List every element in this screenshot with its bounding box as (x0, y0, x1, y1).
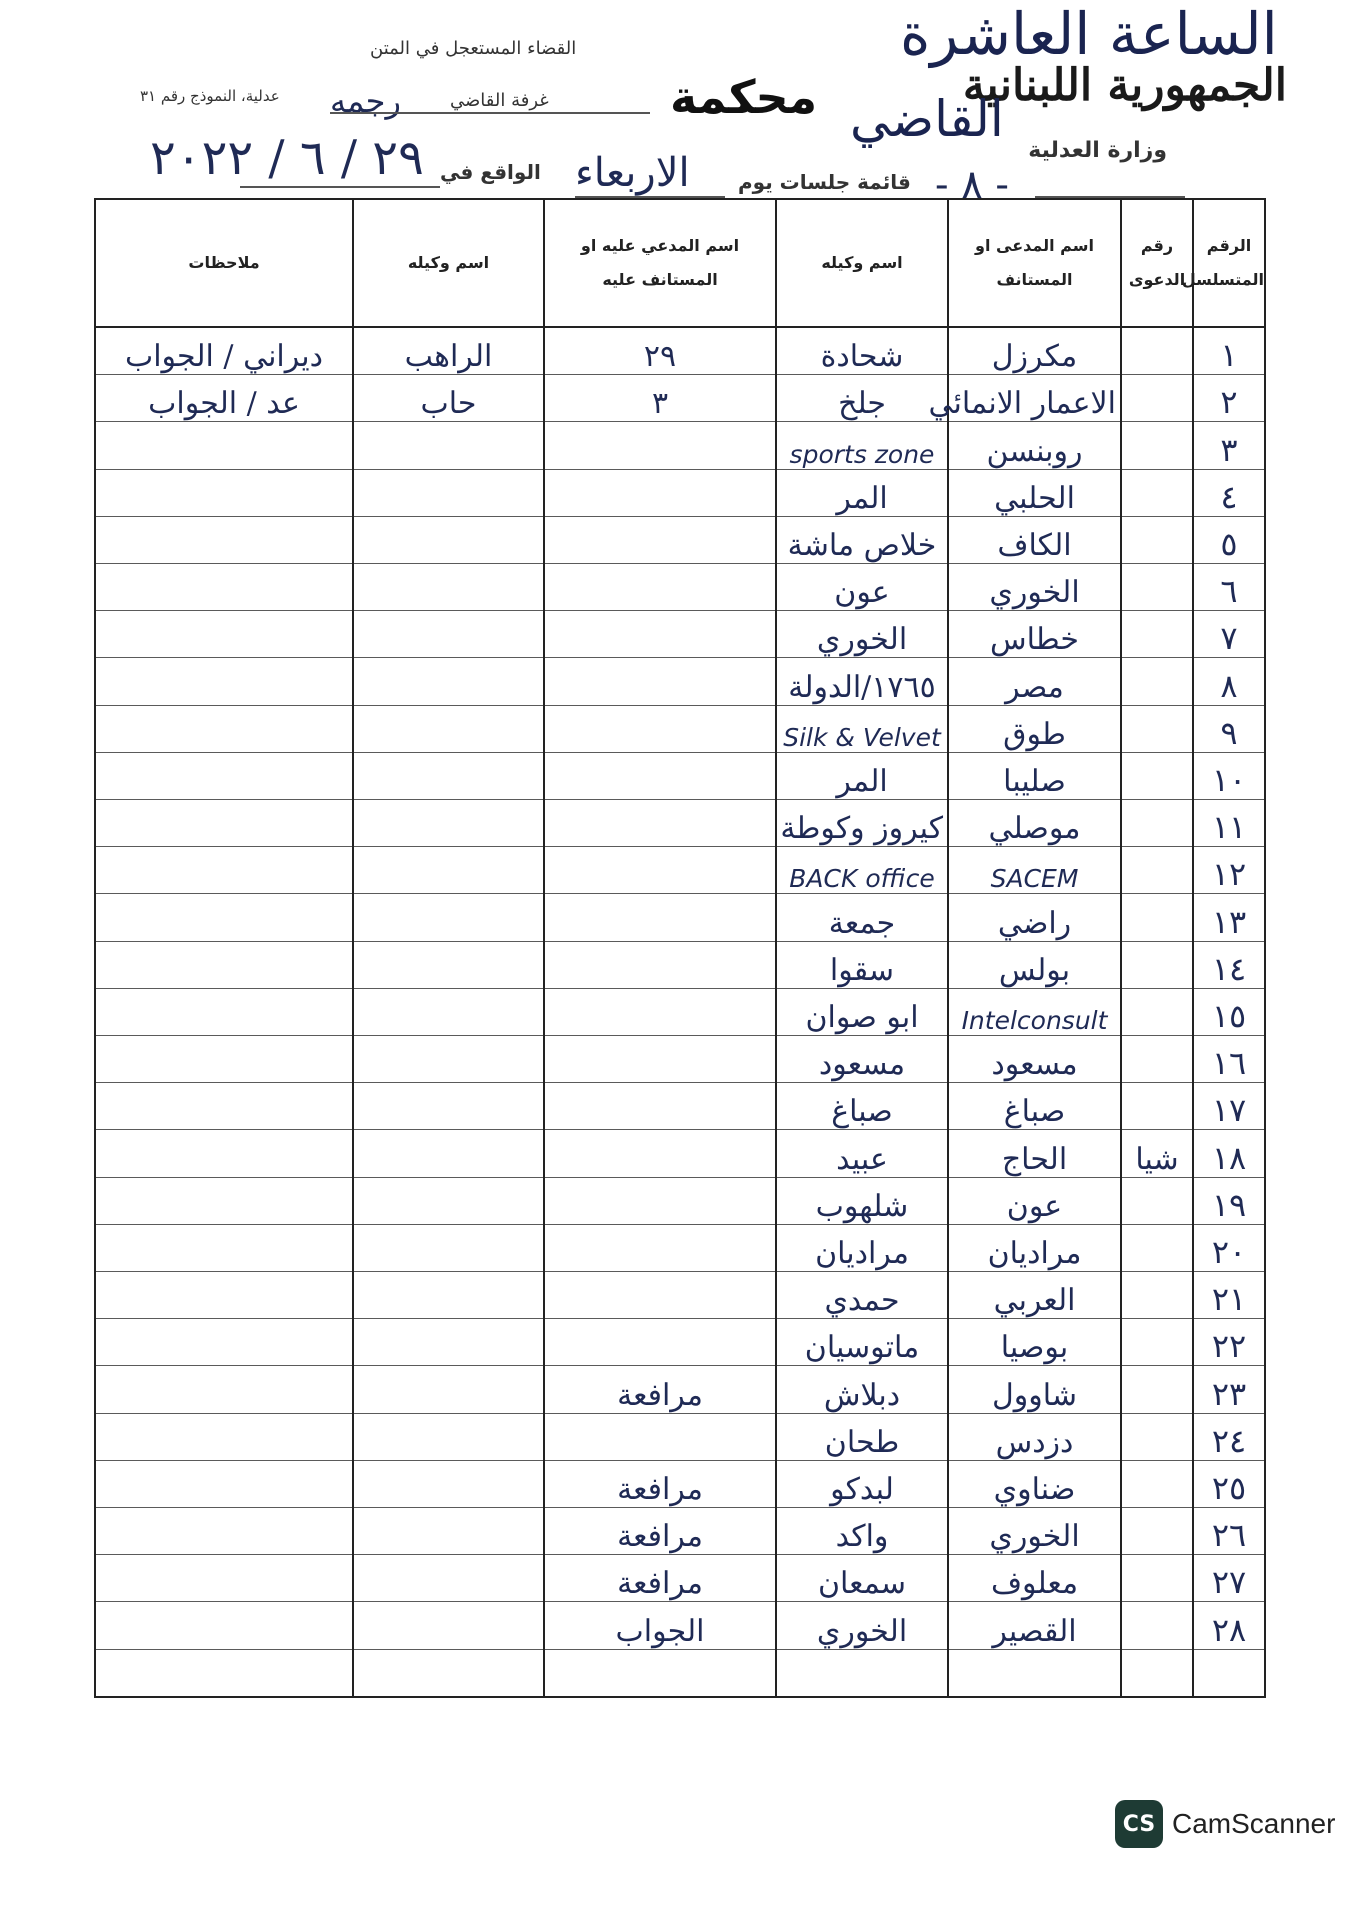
col-header-defendant: اسم المدعي عليه او المستانف عليه (544, 199, 776, 327)
cell-defendant-agent (353, 705, 544, 752)
cell-serial: ١٨ (1193, 1130, 1265, 1177)
cell-plaintiff-agent: ماتوسيان (776, 1319, 948, 1366)
table-row (95, 705, 1265, 752)
cell-serial: ١٦ (1193, 1036, 1265, 1083)
cell-defendant (544, 658, 776, 705)
cell-serial: ٢٥ (1193, 1460, 1265, 1507)
cell-plaintiff-agent: سقوا (776, 941, 948, 988)
cell-case-no (1121, 327, 1193, 375)
cell-defendant-agent (353, 988, 544, 1035)
table-row (95, 1272, 1265, 1319)
cell-defendant: ٢٩ (544, 327, 776, 375)
cell-serial: ٢ (1193, 375, 1265, 422)
cell-plaintiff-agent: sports zone (776, 422, 948, 469)
table-row (95, 1508, 1265, 1555)
cell-defendant: مرافعة (544, 1508, 776, 1555)
cell-defendant: مرافعة (544, 1460, 776, 1507)
cell-plaintiff: موصلي (948, 800, 1121, 847)
cell-defendant-agent (353, 1460, 544, 1507)
cell-case-no (1121, 800, 1193, 847)
list-label: قائمة جلسات يوم (738, 170, 911, 194)
cell-notes (95, 1413, 353, 1460)
cell-defendant (544, 1177, 776, 1224)
cell-plaintiff: صباغ (948, 1083, 1121, 1130)
camscanner-logo: CS (1115, 1800, 1163, 1848)
cell-plaintiff-agent: واكد (776, 1508, 948, 1555)
cell-defendant (544, 1036, 776, 1083)
cell-defendant-agent (353, 800, 544, 847)
cell-plaintiff: دزدس (948, 1413, 1121, 1460)
cell-serial: ١٣ (1193, 894, 1265, 941)
cell-case-no (1121, 1649, 1193, 1697)
cell-plaintiff-agent: كيروز وكوطة (776, 800, 948, 847)
cell-case-no (1121, 516, 1193, 563)
cell-notes (95, 1366, 353, 1413)
cell-serial: ٢٧ (1193, 1555, 1265, 1602)
table-row (95, 1649, 1265, 1697)
republic-heading: الجمهورية اللبنانية (962, 60, 1287, 111)
table-row (95, 422, 1265, 469)
cell-plaintiff-agent: حمدي (776, 1272, 948, 1319)
day-handwritten: الاربعاء (575, 150, 690, 196)
cell-plaintiff-agent: Silk & Velvet (776, 705, 948, 752)
cell-serial: ١٧ (1193, 1083, 1265, 1130)
cell-notes (95, 1224, 353, 1271)
cell-defendant (544, 800, 776, 847)
cell-defendant (544, 988, 776, 1035)
cell-serial: ١٤ (1193, 941, 1265, 988)
cell-plaintiff-agent: الخوري (776, 1602, 948, 1649)
cell-notes (95, 847, 353, 894)
cell-notes (95, 941, 353, 988)
cell-serial: ٧ (1193, 611, 1265, 658)
cell-plaintiff: روبنسن (948, 422, 1121, 469)
cell-defendant (544, 941, 776, 988)
cell-defendant-agent (353, 1272, 544, 1319)
cell-defendant (544, 469, 776, 516)
cell-plaintiff-agent (776, 1649, 948, 1697)
form-number: عدلية، النموذج رقم ٣١ (140, 87, 280, 105)
cell-plaintiff: Intelconsult (948, 988, 1121, 1035)
cell-notes (95, 516, 353, 563)
cell-plaintiff-agent: الخوري (776, 611, 948, 658)
cell-defendant-agent (353, 1649, 544, 1697)
cell-plaintiff: بوصيا (948, 1319, 1121, 1366)
cell-defendant: مرافعة (544, 1555, 776, 1602)
hearing-list-table (94, 198, 1266, 1698)
cell-defendant (544, 1083, 776, 1130)
cell-plaintiff-agent: شحادة (776, 327, 948, 375)
cell-plaintiff-agent: طحان (776, 1413, 948, 1460)
cell-case-no (1121, 705, 1193, 752)
cell-defendant (544, 1649, 776, 1697)
cell-case-no (1121, 988, 1193, 1035)
cell-case-no (1121, 1555, 1193, 1602)
table-row (95, 800, 1265, 847)
cell-notes (95, 988, 353, 1035)
cell-plaintiff: خطاس (948, 611, 1121, 658)
table-row (95, 1460, 1265, 1507)
cell-case-no (1121, 1366, 1193, 1413)
cell-defendant-agent (353, 1224, 544, 1271)
cell-plaintiff: شاوول (948, 1366, 1121, 1413)
col-header-plaintiff: اسم المدعى او المستانف (948, 199, 1121, 327)
top-right-scribble: الساعة العاشرة (900, 0, 1278, 68)
cell-notes (95, 800, 353, 847)
table-row (95, 1130, 1265, 1177)
cell-case-no (1121, 1083, 1193, 1130)
cell-serial (1193, 1649, 1265, 1697)
cell-serial: ١٩ (1193, 1177, 1265, 1224)
cell-plaintiff: مصر (948, 658, 1121, 705)
cell-notes (95, 658, 353, 705)
cell-serial: ٢٢ (1193, 1319, 1265, 1366)
cell-notes (95, 1036, 353, 1083)
cell-plaintiff-agent: مراديان (776, 1224, 948, 1271)
cell-defendant (544, 516, 776, 563)
cell-defendant (544, 564, 776, 611)
cell-serial: ١ (1193, 327, 1265, 375)
cell-plaintiff-agent: سمعان (776, 1555, 948, 1602)
table-row (95, 894, 1265, 941)
cell-notes (95, 1130, 353, 1177)
col-header-plaintiff-agent: اسم وكيله (776, 199, 948, 327)
cell-plaintiff-agent: خلاص ماشة (776, 516, 948, 563)
table-row (95, 847, 1265, 894)
cell-plaintiff: راضي (948, 894, 1121, 941)
cell-plaintiff-agent: عون (776, 564, 948, 611)
cell-defendant (544, 1272, 776, 1319)
cell-case-no (1121, 375, 1193, 422)
cell-case-no (1121, 1319, 1193, 1366)
table-row (95, 988, 1265, 1035)
cell-plaintiff-agent: دبلاش (776, 1366, 948, 1413)
cell-notes (95, 611, 353, 658)
cell-plaintiff: صليبا (948, 752, 1121, 799)
cell-case-no (1121, 611, 1193, 658)
cell-case-no (1121, 1460, 1193, 1507)
cell-defendant (544, 1319, 776, 1366)
cell-plaintiff-agent: المر (776, 469, 948, 516)
table-body (95, 327, 1265, 1697)
cell-notes (95, 564, 353, 611)
cell-serial: ٣ (1193, 422, 1265, 469)
ministry-label: وزارة العدلية (1028, 138, 1167, 163)
cell-defendant: الجواب (544, 1602, 776, 1649)
col-header-serial: الرقم المتسلسل (1193, 199, 1265, 327)
dated-label: الواقع في (440, 160, 541, 184)
cell-defendant-agent (353, 1366, 544, 1413)
cell-defendant-agent (353, 847, 544, 894)
cell-defendant: ٣ (544, 375, 776, 422)
table-row (95, 469, 1265, 516)
cell-notes (95, 1508, 353, 1555)
cell-case-no (1121, 1224, 1193, 1271)
cell-defendant-agent (353, 1177, 544, 1224)
table-row (95, 1319, 1265, 1366)
col-header-case-no: رقم الدعوى (1121, 199, 1193, 327)
cell-plaintiff: الكاف (948, 516, 1121, 563)
cell-notes (95, 705, 353, 752)
cell-plaintiff-agent: لبدكو (776, 1460, 948, 1507)
table-row (95, 941, 1265, 988)
cell-notes (95, 469, 353, 516)
cell-case-no: شيا (1121, 1130, 1193, 1177)
cell-defendant-agent (353, 1602, 544, 1649)
cell-case-no (1121, 1508, 1193, 1555)
cell-serial: ٢١ (1193, 1272, 1265, 1319)
table-row (95, 1224, 1265, 1271)
cell-case-no (1121, 847, 1193, 894)
cell-case-no (1121, 1036, 1193, 1083)
cell-serial: ١٥ (1193, 988, 1265, 1035)
cell-plaintiff: مراديان (948, 1224, 1121, 1271)
cell-plaintiff: الحلبي (948, 469, 1121, 516)
cell-defendant (544, 1130, 776, 1177)
cell-plaintiff-agent: ١٧٦٥/الدولة (776, 658, 948, 705)
cell-notes (95, 1083, 353, 1130)
cell-defendant-agent (353, 1319, 544, 1366)
cell-case-no (1121, 752, 1193, 799)
room-underline (330, 112, 650, 114)
cell-notes (95, 1460, 353, 1507)
cell-plaintiff-agent: مسعود (776, 1036, 948, 1083)
urgent-court-label: القضاء المستعجل في المتن (370, 38, 577, 59)
cell-serial: ١٠ (1193, 752, 1265, 799)
table-row (95, 1555, 1265, 1602)
cell-plaintiff: الحاج (948, 1130, 1121, 1177)
date-handwritten: ٢٩ / ٦ / ٢٠٢٢ (150, 130, 424, 186)
cell-notes (95, 1555, 353, 1602)
table-row (95, 1602, 1265, 1649)
cell-defendant-agent (353, 564, 544, 611)
table-row (95, 327, 1265, 375)
cell-case-no (1121, 941, 1193, 988)
cell-notes (95, 752, 353, 799)
cell-defendant-agent: حاب (353, 375, 544, 422)
cell-defendant-agent (353, 1036, 544, 1083)
cell-plaintiff: طوق (948, 705, 1121, 752)
col-header-notes: ملاحظات (95, 199, 353, 327)
cell-defendant: مرافعة (544, 1366, 776, 1413)
table-row (95, 1366, 1265, 1413)
cell-defendant-agent: الراهب (353, 327, 544, 375)
cell-plaintiff: الاعمار الانمائي (948, 375, 1121, 422)
cell-plaintiff-agent: ابو صوان (776, 988, 948, 1035)
cell-notes (95, 422, 353, 469)
cell-case-no (1121, 894, 1193, 941)
room-label: غرفة القاضي (450, 90, 549, 111)
cell-case-no (1121, 422, 1193, 469)
table-row (95, 1413, 1265, 1460)
cell-case-no (1121, 1602, 1193, 1649)
cell-notes (95, 1177, 353, 1224)
cell-defendant (544, 1413, 776, 1460)
table-row (95, 1083, 1265, 1130)
table-row (95, 375, 1265, 422)
cell-defendant-agent (353, 469, 544, 516)
cell-defendant (544, 705, 776, 752)
cell-defendant-agent (353, 1555, 544, 1602)
cell-notes: عد / الجواب (95, 375, 353, 422)
cell-plaintiff: العربي (948, 1272, 1121, 1319)
cell-defendant (544, 752, 776, 799)
cell-serial: ٨ (1193, 658, 1265, 705)
cell-plaintiff: الخوري (948, 1508, 1121, 1555)
cell-notes: ديراني / الجواب (95, 327, 353, 375)
camscanner-label: CamScanner (1172, 1808, 1336, 1839)
cell-plaintiff: بولس (948, 941, 1121, 988)
cell-case-no (1121, 1177, 1193, 1224)
cell-defendant (544, 422, 776, 469)
cell-defendant-agent (353, 752, 544, 799)
table-row (95, 658, 1265, 705)
cell-defendant (544, 847, 776, 894)
cell-case-no (1121, 658, 1193, 705)
cell-serial: ٢٣ (1193, 1366, 1265, 1413)
cell-plaintiff: SACEM (948, 847, 1121, 894)
table-row (95, 611, 1265, 658)
cell-serial: ٥ (1193, 516, 1265, 563)
cell-plaintiff-agent: شلهوب (776, 1177, 948, 1224)
cell-defendant-agent (353, 941, 544, 988)
cell-plaintiff: معلوف (948, 1555, 1121, 1602)
cell-defendant-agent (353, 1130, 544, 1177)
cell-defendant-agent (353, 611, 544, 658)
cell-serial: ٢٦ (1193, 1508, 1265, 1555)
cell-serial: ١١ (1193, 800, 1265, 847)
cell-notes (95, 1272, 353, 1319)
cell-serial: ٢٠ (1193, 1224, 1265, 1271)
cell-case-no (1121, 564, 1193, 611)
cell-defendant (544, 1224, 776, 1271)
cell-plaintiff: القصير (948, 1602, 1121, 1649)
cell-serial: ٦ (1193, 564, 1265, 611)
cell-defendant-agent (353, 894, 544, 941)
date-underline (240, 186, 440, 188)
room-handwritten: رجمه (330, 82, 401, 120)
cell-defendant-agent (353, 1413, 544, 1460)
court-name-handwritten: القاضي (850, 90, 1004, 148)
table-header-row (95, 199, 1265, 327)
cell-plaintiff-agent: المر (776, 752, 948, 799)
cell-case-no (1121, 1272, 1193, 1319)
cell-notes (95, 894, 353, 941)
cell-plaintiff: مكرزل (948, 327, 1121, 375)
cell-plaintiff: ضناوي (948, 1460, 1121, 1507)
table-row (95, 1036, 1265, 1083)
court-label: محكمة (670, 70, 818, 124)
cell-plaintiff-agent: عبيد (776, 1130, 948, 1177)
cell-serial: ٤ (1193, 469, 1265, 516)
cell-defendant-agent (353, 658, 544, 705)
table-row (95, 516, 1265, 563)
cell-serial: ١٢ (1193, 847, 1265, 894)
cell-defendant-agent (353, 516, 544, 563)
cell-serial: ٩ (1193, 705, 1265, 752)
cell-plaintiff: عون (948, 1177, 1121, 1224)
cell-plaintiff-agent: جمعة (776, 894, 948, 941)
cell-serial: ٢٤ (1193, 1413, 1265, 1460)
table-row (95, 752, 1265, 799)
table-row (95, 1177, 1265, 1224)
cell-defendant-agent (353, 1083, 544, 1130)
cell-plaintiff-agent: BACK office (776, 847, 948, 894)
cell-plaintiff (948, 1649, 1121, 1697)
session-number-handwritten: - ٨ - (935, 162, 1009, 208)
cell-defendant-agent (353, 422, 544, 469)
cell-defendant-agent (353, 1508, 544, 1555)
cell-case-no (1121, 469, 1193, 516)
cell-defendant (544, 894, 776, 941)
table-row (95, 564, 1265, 611)
cell-defendant (544, 611, 776, 658)
cell-case-no (1121, 1413, 1193, 1460)
col-header-defendant-agent: اسم وكيله (353, 199, 544, 327)
cell-plaintiff-agent: صباغ (776, 1083, 948, 1130)
cell-notes (95, 1319, 353, 1366)
cell-plaintiff-agent: جلخ (776, 375, 948, 422)
cell-notes (95, 1649, 353, 1697)
cell-notes (95, 1602, 353, 1649)
cell-serial: ٢٨ (1193, 1602, 1265, 1649)
cell-plaintiff: الخوري (948, 564, 1121, 611)
cell-plaintiff: مسعود (948, 1036, 1121, 1083)
